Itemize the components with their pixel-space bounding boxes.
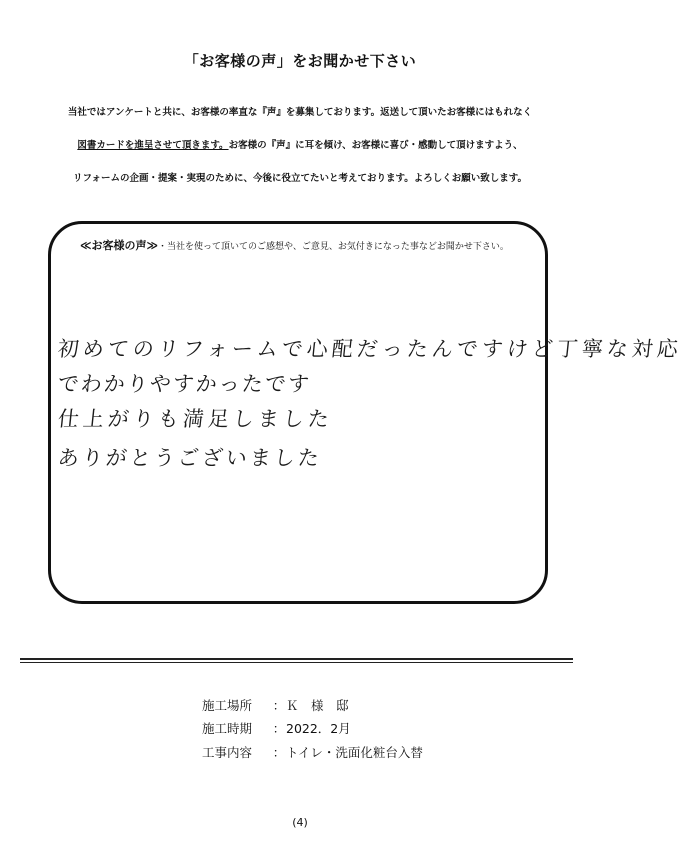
intro-line-2 — [0, 137, 600, 151]
voice-box-title: ≪お客様の声≫ — [80, 239, 159, 252]
divider-thick — [20, 658, 573, 660]
handwritten-line-2: でわかりやすかったです — [56, 372, 313, 396]
voice-box-instructions: ・当社を使って頂いてのご感想や、ご意見、お気付きになった事などお聞かせ下さい。 — [158, 242, 509, 252]
handwritten-line-4: ありがとうございました — [56, 446, 324, 470]
intro-line-1: 当社ではアンケートと共に、お客様の率直な『声』を募集しております。返送して頂いたお客様にはもれなく — [67, 107, 533, 118]
intro-line-2-rest: お客様の『声』に耳を傾け、お客様に喜び・感動して頂けますよう、 — [228, 140, 523, 151]
period-label: 施工時期 — [202, 721, 253, 736]
content-separator: ： — [272, 745, 286, 760]
detail-row-site — [202, 696, 349, 714]
detail-row-content — [202, 743, 423, 761]
intro-gift-card-note: 図書カードを進呈させて頂きます。 — [77, 140, 229, 151]
page-title: 「お客様の声」をお聞かせ下さい — [183, 52, 417, 70]
site-label: 施工場所 — [202, 698, 253, 713]
site-separator: ： — [272, 698, 286, 713]
detail-row-period — [202, 719, 351, 737]
handwritten-line-3: 仕上がりも満足しました — [56, 407, 335, 431]
divider-thin — [20, 662, 573, 663]
period-separator: ： — [272, 721, 286, 736]
content-value: トイレ・洗面化粧台入替 — [286, 745, 423, 760]
intro-line-3: リフォームの企画・提案・実現のために、今後に役立てたいと考えております。よろしくお願い致します。 — [72, 173, 527, 184]
site-value: Ｋ 様 邸 — [286, 698, 349, 713]
period-value: 2022．2月 — [286, 721, 351, 736]
handwritten-line-1: 初めてのリフォームで心配だったんですけど丁寧な対応 — [56, 337, 684, 361]
content-label: 工事内容 — [202, 745, 253, 760]
voice-box-header — [80, 237, 509, 253]
page-number: (4) — [292, 816, 308, 829]
